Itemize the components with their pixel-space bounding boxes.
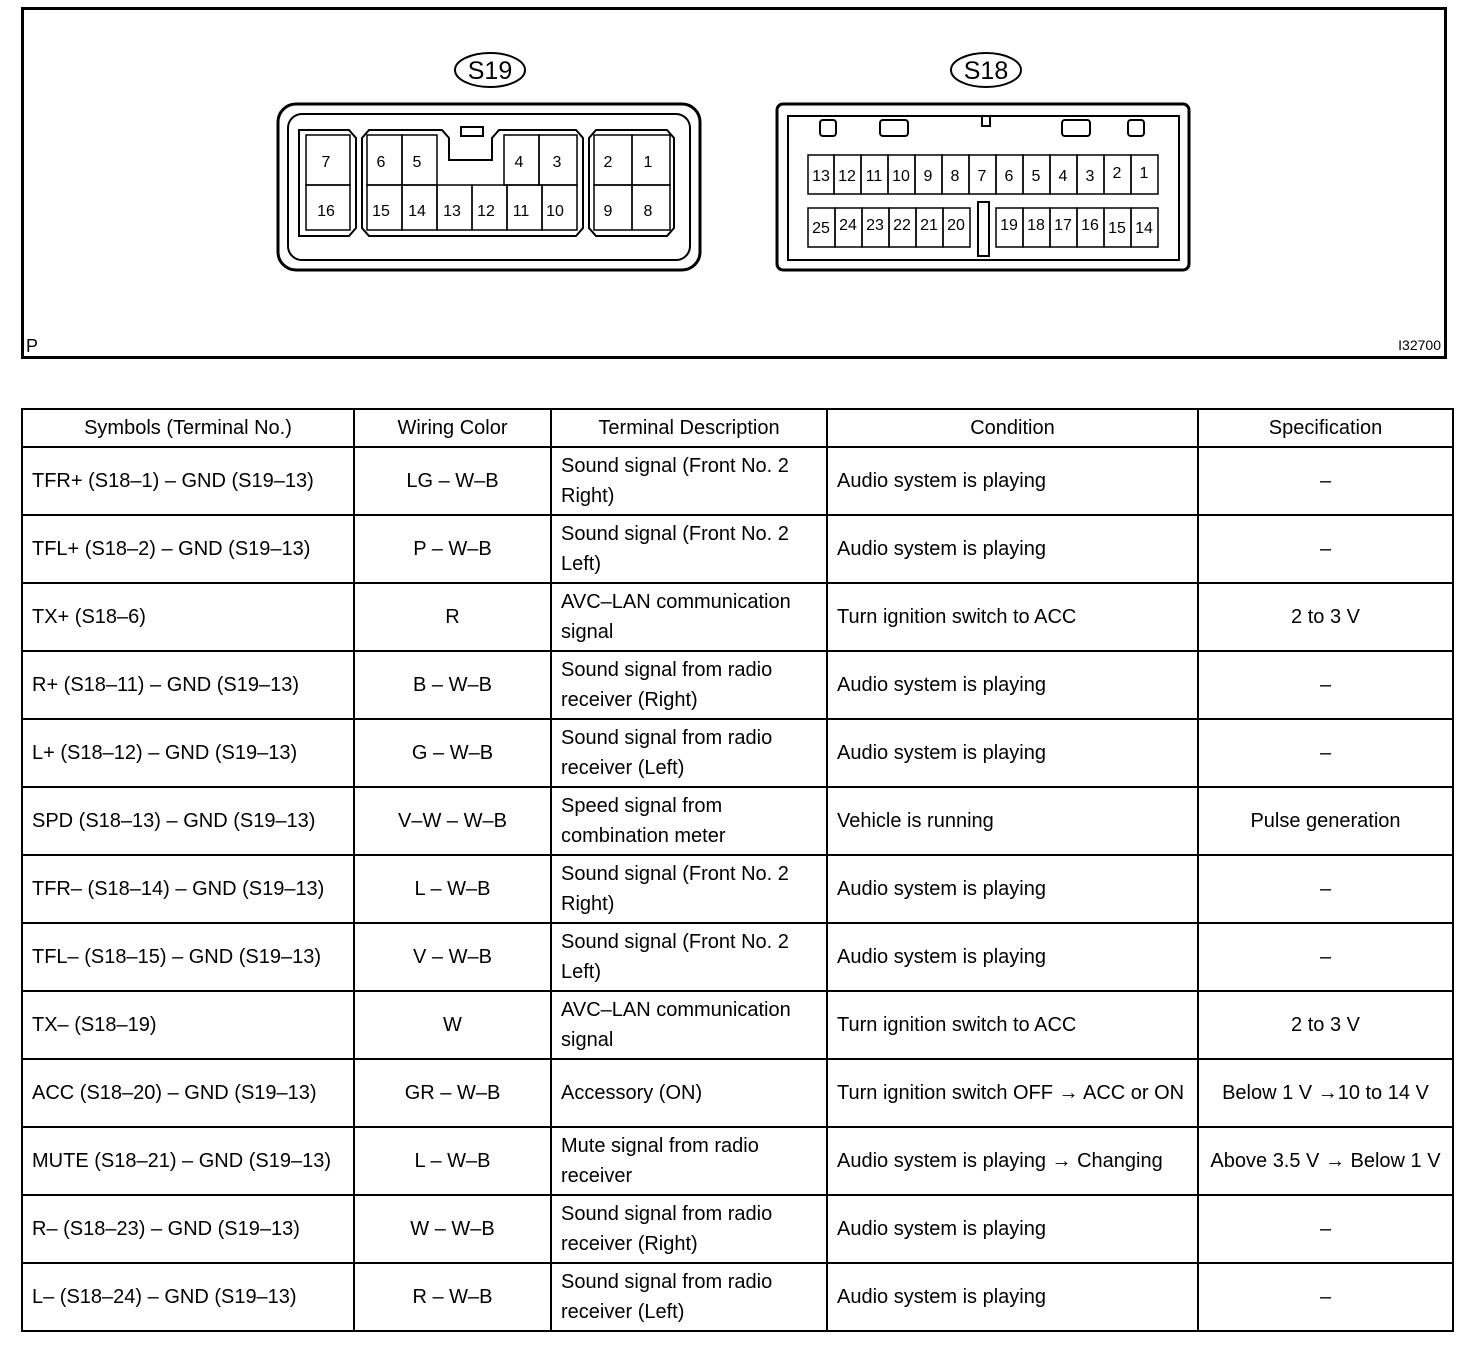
s19-pin: 13 [443,203,461,220]
description-cell: Speed signal from combination meter [551,787,827,855]
s19-pin: 3 [552,154,562,171]
s18-pin: 23 [866,217,884,234]
condition-cell: Audio system is playing → Changing [827,1127,1198,1195]
condition-cell: Audio system is playing [827,447,1198,515]
s18-pin: 22 [893,217,911,234]
header-terminal-description: Terminal Description [551,409,827,447]
header-condition: Condition [827,409,1198,447]
s18-pin: 9 [923,168,933,185]
description-cell: Sound signal from radio receiver (Left) [551,719,827,787]
symbol-cell: TFL– (S18–15) – GND (S19–13) [22,923,354,991]
s19-pin: 15 [372,203,390,220]
specification-cell: – [1198,1263,1453,1331]
s18-pin: 7 [977,168,987,185]
table-row [22,651,1453,719]
wiring-color-cell: B – W–B [354,651,551,719]
condition-cell: Audio system is playing [827,651,1198,719]
description-cell: AVC–LAN communication signal [551,583,827,651]
condition-cell: Audio system is playing [827,719,1198,787]
table-row [22,923,1453,991]
s18-pin: 2 [1112,165,1122,182]
description-cell: Sound signal (Front No. 2 Right) [551,855,827,923]
symbol-cell: TX– (S18–19) [22,991,354,1059]
specification-cell: Pulse generation [1198,787,1453,855]
condition-cell: Audio system is playing [827,1195,1198,1263]
specification-cell: 2 to 3 V [1198,583,1453,651]
table-row [22,787,1453,855]
s18-connector [777,104,1189,270]
table-row [22,719,1453,787]
condition-cell: Vehicle is running [827,787,1198,855]
s19-pin: 2 [603,154,613,171]
s18-pin: 5 [1031,168,1041,185]
wiring-color-cell: R [354,583,551,651]
symbol-cell: TFR– (S18–14) – GND (S19–13) [22,855,354,923]
condition-cell: Audio system is playing [827,515,1198,583]
wiring-color-cell: W [354,991,551,1059]
specification-cell: – [1198,923,1453,991]
wiring-color-cell: R – W–B [354,1263,551,1331]
s18-pin: 13 [812,168,830,185]
wiring-color-cell: L – W–B [354,1127,551,1195]
specification-cell: – [1198,1195,1453,1263]
s19-pin: 1 [643,154,653,171]
s19-pin: 10 [546,203,564,220]
s18-pin: 14 [1135,220,1153,237]
table-row [22,1263,1453,1331]
table-row [22,515,1453,583]
condition-cell: Audio system is playing [827,855,1198,923]
corner-label: P [26,336,39,356]
wiring-color-cell: V – W–B [354,923,551,991]
specification-cell: – [1198,447,1453,515]
symbol-cell: R+ (S18–11) – GND (S19–13) [22,651,354,719]
s19-pin: 5 [412,154,422,171]
symbol-cell: TFR+ (S18–1) – GND (S19–13) [22,447,354,515]
s19-pin: 4 [514,154,524,171]
s18-pin: 19 [1000,217,1018,234]
symbol-cell: L+ (S18–12) – GND (S19–13) [22,719,354,787]
s19-pin: 11 [512,203,530,220]
specification-cell: – [1198,515,1453,583]
table-row [22,1195,1453,1263]
s18-pin: 4 [1058,168,1068,185]
table-row [22,1127,1453,1195]
wiring-color-cell: LG – W–B [354,447,551,515]
description-cell: AVC–LAN communication signal [551,991,827,1059]
description-cell: Sound signal (Front No. 2 Left) [551,923,827,991]
description-cell: Mute signal from radio receiver [551,1127,827,1195]
symbol-cell: SPD (S18–13) – GND (S19–13) [22,787,354,855]
header-symbols: Symbols (Terminal No.) [22,409,354,447]
s18-pin: 16 [1081,217,1099,234]
symbol-cell: MUTE (S18–21) – GND (S19–13) [22,1127,354,1195]
s18-pin: 12 [838,168,856,185]
s18-pin: 8 [950,168,960,185]
specification-cell: Above 3.5 V → Below 1 V [1198,1127,1453,1195]
s18-pin: 15 [1108,220,1126,237]
s19-pin: 8 [643,203,653,220]
description-cell: Sound signal from radio receiver (Right) [551,651,827,719]
condition-cell: Turn ignition switch to ACC [827,583,1198,651]
description-cell: Sound signal from radio receiver (Right) [551,1195,827,1263]
s18-pin: 25 [812,220,830,237]
s18-pin: 20 [947,217,965,234]
wiring-color-cell: W – W–B [354,1195,551,1263]
description-cell: Accessory (ON) [551,1059,827,1127]
terminal-spec-table [21,408,1454,1332]
wiring-color-cell: V–W – W–B [354,787,551,855]
s19-pin: 16 [317,203,335,220]
table-row [22,1059,1453,1127]
connector-diagram [21,7,1447,359]
condition-cell: Audio system is playing [827,1263,1198,1331]
description-cell: Sound signal (Front No. 2 Right) [551,447,827,515]
symbol-cell: ACC (S18–20) – GND (S19–13) [22,1059,354,1127]
header-wiring-color: Wiring Color [354,409,551,447]
wiring-color-cell: P – W–B [354,515,551,583]
table-row [22,583,1453,651]
s19-pin: 14 [408,203,426,220]
s18-pin: 24 [839,217,857,234]
description-cell: Sound signal from radio receiver (Left) [551,1263,827,1331]
condition-cell: Turn ignition switch OFF → ACC or ON [827,1059,1198,1127]
description-cell: Sound signal (Front No. 2 Left) [551,515,827,583]
s19-pin: 9 [603,203,613,220]
wiring-color-cell: GR – W–B [354,1059,551,1127]
table-row [22,991,1453,1059]
s18-label: S18 [963,57,1009,85]
s18-pin: 3 [1085,168,1095,185]
s19-title [455,53,525,87]
table-header-row [22,409,1453,447]
symbol-cell: R– (S18–23) – GND (S19–13) [22,1195,354,1263]
symbol-cell: TX+ (S18–6) [22,583,354,651]
s19-label: S19 [467,57,513,85]
specification-cell: Below 1 V →10 to 14 V [1198,1059,1453,1127]
figure-code: I32700 [1398,337,1441,353]
symbol-cell: L– (S18–24) – GND (S19–13) [22,1263,354,1331]
specification-cell: – [1198,719,1453,787]
s19-connector [278,104,700,270]
s19-pin: 12 [477,203,495,220]
condition-cell: Turn ignition switch to ACC [827,991,1198,1059]
table-row [22,447,1453,515]
s18-pin: 17 [1054,217,1072,234]
wiring-color-cell: G – W–B [354,719,551,787]
header-specification: Specification [1198,409,1453,447]
symbol-cell: TFL+ (S18–2) – GND (S19–13) [22,515,354,583]
table-row [22,855,1453,923]
s18-pin: 6 [1004,168,1014,185]
wiring-color-cell: L – W–B [354,855,551,923]
s18-pin: 21 [920,217,938,234]
s19-pin: 7 [321,154,331,171]
condition-cell: Audio system is playing [827,923,1198,991]
connector-drawing [24,10,1444,356]
s18-title [951,53,1021,87]
s18-pin: 1 [1139,165,1149,182]
s19-pin: 6 [376,154,386,171]
s18-pin: 10 [892,168,910,185]
specification-cell: – [1198,855,1453,923]
s18-pin: 11 [865,168,883,185]
specification-cell: 2 to 3 V [1198,991,1453,1059]
s18-pin: 18 [1027,217,1045,234]
specification-cell: – [1198,651,1453,719]
